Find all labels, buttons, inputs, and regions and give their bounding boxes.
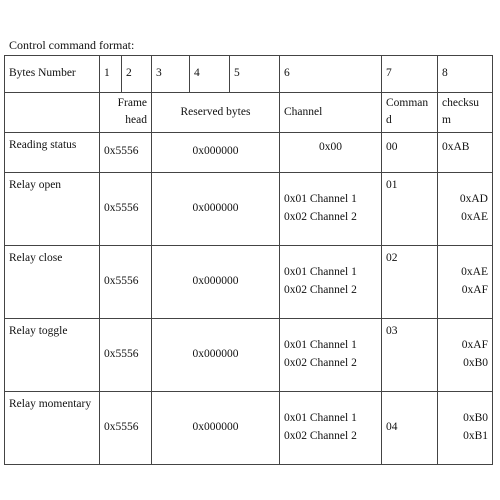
checksum-value — [438, 245, 493, 318]
channel-value — [280, 172, 382, 245]
channel-header: Channel — [280, 93, 382, 133]
channel-2-value: 0x02 Channel 2 — [284, 429, 357, 442]
reserved-bytes-header: Reserved bytes — [152, 93, 280, 133]
channel-2-value: 0x02 Channel 2 — [284, 283, 357, 296]
byte-number-4: 4 — [190, 56, 230, 93]
table-row — [5, 132, 493, 172]
command-value: 01 — [382, 172, 438, 245]
table-row — [5, 318, 493, 391]
byte-number-2: 2 — [122, 56, 152, 93]
reserved-bytes-value: 0x000000 — [152, 318, 280, 391]
checksum-1-value: 0xAF — [461, 339, 488, 352]
frame-head-value: 0x5556 — [100, 391, 152, 464]
row-label: Relay close — [5, 245, 100, 318]
frame-head-header: Frame head — [100, 93, 152, 133]
channel-value — [280, 318, 382, 391]
row-label: Relay open — [5, 172, 100, 245]
row-label: Reading status — [5, 132, 100, 172]
reserved-bytes-value: 0x000000 — [152, 391, 280, 464]
command-header: Comman d — [382, 93, 438, 133]
frame-head-value: 0x5556 — [100, 132, 152, 172]
channel-value — [280, 245, 382, 318]
frame-head-value: 0x5556 — [100, 172, 152, 245]
channel-value: 0x00 — [280, 132, 382, 172]
checksum-1-value: 0xAD — [459, 193, 488, 206]
checksum-header: checksu m — [438, 93, 493, 133]
command-format-table — [4, 55, 493, 465]
bytes-number-label: Bytes Number — [5, 56, 100, 93]
table-row — [5, 245, 493, 318]
channel-value — [280, 391, 382, 464]
checksum-value — [438, 318, 493, 391]
bytes-number-row — [5, 56, 493, 93]
row-label: Relay toggle — [5, 318, 100, 391]
table-row — [5, 391, 493, 464]
byte-number-1: 1 — [100, 56, 122, 93]
command-value: 00 — [382, 132, 438, 172]
checksum-2-value: 0xB1 — [463, 429, 488, 442]
command-value: 04 — [382, 391, 438, 464]
reserved-bytes-value: 0x000000 — [152, 132, 280, 172]
byte-number-3: 3 — [152, 56, 190, 93]
byte-number-6: 6 — [280, 56, 382, 93]
table-row — [5, 172, 493, 245]
byte-number-7: 7 — [382, 56, 438, 93]
channel-1-value: 0x01 Channel 1 — [284, 412, 357, 425]
checksum-value — [438, 172, 493, 245]
checksum-2-value: 0xAF — [461, 283, 488, 296]
byte-number-5: 5 — [230, 56, 280, 93]
frame-head-value: 0x5556 — [100, 318, 152, 391]
channel-1-value: 0x01 Channel 1 — [284, 193, 357, 206]
channel-2-value: 0x02 Channel 2 — [284, 356, 357, 369]
command-value: 03 — [382, 318, 438, 391]
checksum-1-value: 0xB0 — [463, 412, 488, 425]
byte-number-8: 8 — [438, 56, 493, 93]
channel-2-value: 0x02 Channel 2 — [284, 210, 357, 223]
reserved-bytes-value: 0x000000 — [152, 245, 280, 318]
checksum-2-value: 0xB0 — [463, 356, 488, 369]
table-caption: Control command format: — [9, 38, 135, 52]
reserved-bytes-value: 0x000000 — [152, 172, 280, 245]
checksum-value: 0xAB — [438, 132, 493, 172]
checksum-value — [438, 391, 493, 464]
channel-1-value: 0x01 Channel 1 — [284, 339, 357, 352]
command-value: 02 — [382, 245, 438, 318]
header-empty-cell — [5, 93, 100, 133]
frame-head-value: 0x5556 — [100, 245, 152, 318]
field-header-row — [5, 93, 493, 133]
checksum-1-value: 0xAE — [461, 266, 488, 279]
channel-1-value: 0x01 Channel 1 — [284, 266, 357, 279]
row-label: Relay momentary — [5, 391, 100, 464]
checksum-2-value: 0xAE — [461, 210, 488, 223]
